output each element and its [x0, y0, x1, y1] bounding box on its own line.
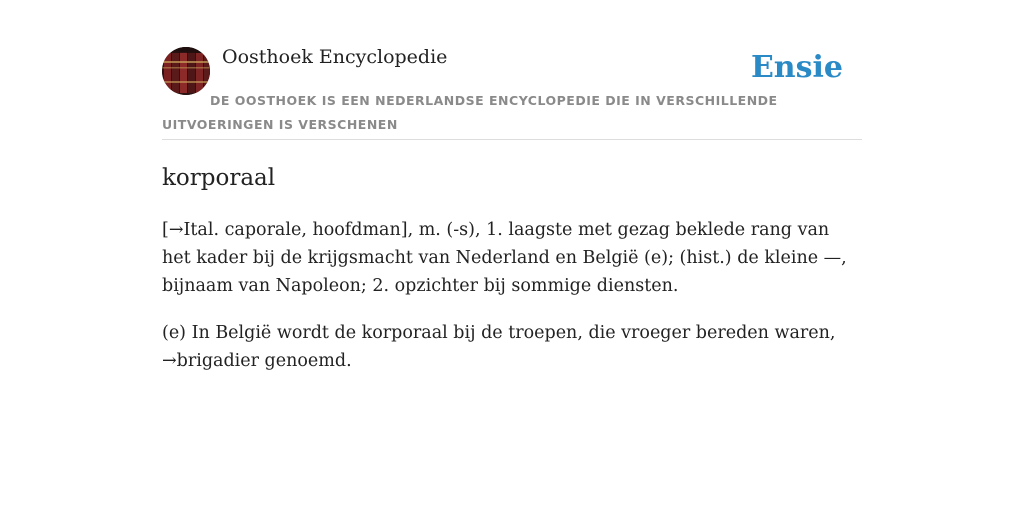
site-tagline: DE OOSTHOEK IS EEN NEDERLANDSE ENCYCLOPEDIE DIE IN VERSCHILLENDE UITVOERINGEN IS VERSCHENEN — [162, 93, 778, 132]
entry-paragraph-definition: [→Ital. caporale, hoofdman], m. (-s), 1. laagste met gezag beklede rang van het kader bij de krijgsmacht van Nederland en België (e); (hist.) de kleine —, bijnaam van Napoleon; 2. opzichter bij sommige diensten. — [162, 220, 847, 296]
page — [162, 0, 862, 371]
entry-title: korporaal — [162, 165, 276, 191]
encyclopedia-books-icon[interactable] — [162, 47, 210, 95]
ensie-brand-link[interactable]: Ensie — [750, 50, 843, 85]
entry-paragraph-note: (e) In België wordt de korporaal bij de troepen, die vroeger bereden waren, →brigadier genoemd. — [162, 323, 836, 371]
header — [162, 0, 862, 140]
site-title[interactable]: Oosthoek Encyclopedie — [222, 46, 448, 68]
entry-body — [162, 216, 862, 394]
